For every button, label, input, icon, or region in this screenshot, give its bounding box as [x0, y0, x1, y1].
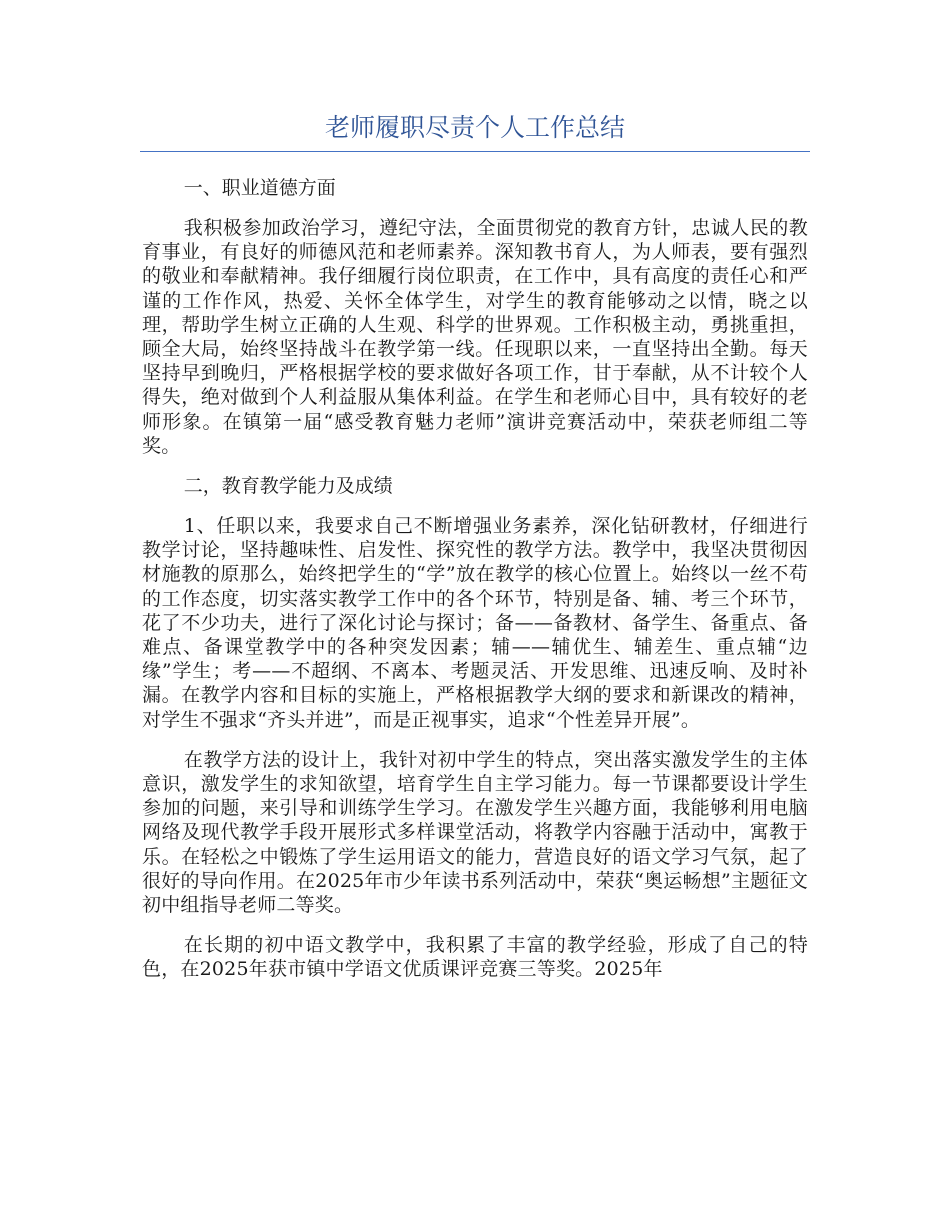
paragraph: 1、任职以来，我要求自己不断增强业务素养，深化钻研教材，仔细进行教学讨论，坚持趣味性、启发性、探究性的教学方法。教学中，我坚决贯彻因材施教的原那么，始终把学生的“学”放在教学的核心位置上。始终以一丝不苟的工作态度，切实落实教学工作中的各个环节，特别是备、辅、考三个环节，花了不少功夫，进行了深化讨论与探讨；备——备教材、备学生、备重点、备难点、备课堂教学中的各种突发因素；辅——辅优生、辅差生、重点辅“边缘”学生；考——不超纲、不离本、考题灵活、开发思维、迅速反响、及时补漏。在教学内容和目标的实施上，严格根据教学大纲的要求和新课改的精神，对学生不强求“齐头并进”，而是正视事实，追求“个性差异开展”。 [142, 515, 808, 731]
paragraph: 在教学方法的设计上，我针对初中学生的特点，突出落实激发学生的主体意识，激发学生的求知欲望，培育学生自主学习能力。每一节课都要设计学生参加的问题，来引导和训练学生学习。在激发学生兴趣方面，我能够利用电脑网络及现代教学手段开展形式多样课堂活动，将教学内容融于活动中，寓教于乐。在轻松之中锻炼了学生运用语文的能力，营造良好的语文学习气氛，起了很好的导向作用。在2025年市少年读书系列活动中，荣获“奥运畅想”主题征文初中组指导老师二等奖。 [142, 748, 808, 917]
title-underline [140, 151, 810, 152]
paragraph: 我积极参加政治学习，遵纪守法，全面贯彻党的教育方针，忠诚人民的教育事业，有良好的师德风范和老师素养。深知教书育人，为人师表，要有强烈的敬业和奉献精神。我仔细履行岗位职责，在工作中，具有高度的责任心和严谨的工作作风，热爱、关怀全体学生，对学生的教育能够动之以情，晓之以理，帮助学生树立正确的人生观、科学的世界观。工作积极主动，勇挑重担，顾全大局，始终坚持战斗在教学第一线。任现职以来，一直坚持出全勤。每天坚持早到晚归，严格根据学校的要求做好各项工作，甘于奉献，从不计较个人得失，绝对做到个人利益服从集体利益。在学生和老师心目中，具有较好的老师形象。在镇第一届“感受教育魅力老师”演讲竞赛活动中，荣获老师组二等奖。 [142, 217, 808, 457]
page-title: 老师履职尽责个人工作总结 [324, 113, 625, 142]
paragraph: 在长期的初中语文教学中，我积累了丰富的教学经验，形成了自己的特色，在2025年获市镇中学语文优质课评竞赛三等奖。2025年 [142, 934, 808, 981]
section-heading-ethics: 一、职业道德方面 [183, 177, 336, 199]
section-heading-teaching: 二，教育教学能力及成绩 [183, 475, 393, 498]
document-body [142, 176, 808, 998]
